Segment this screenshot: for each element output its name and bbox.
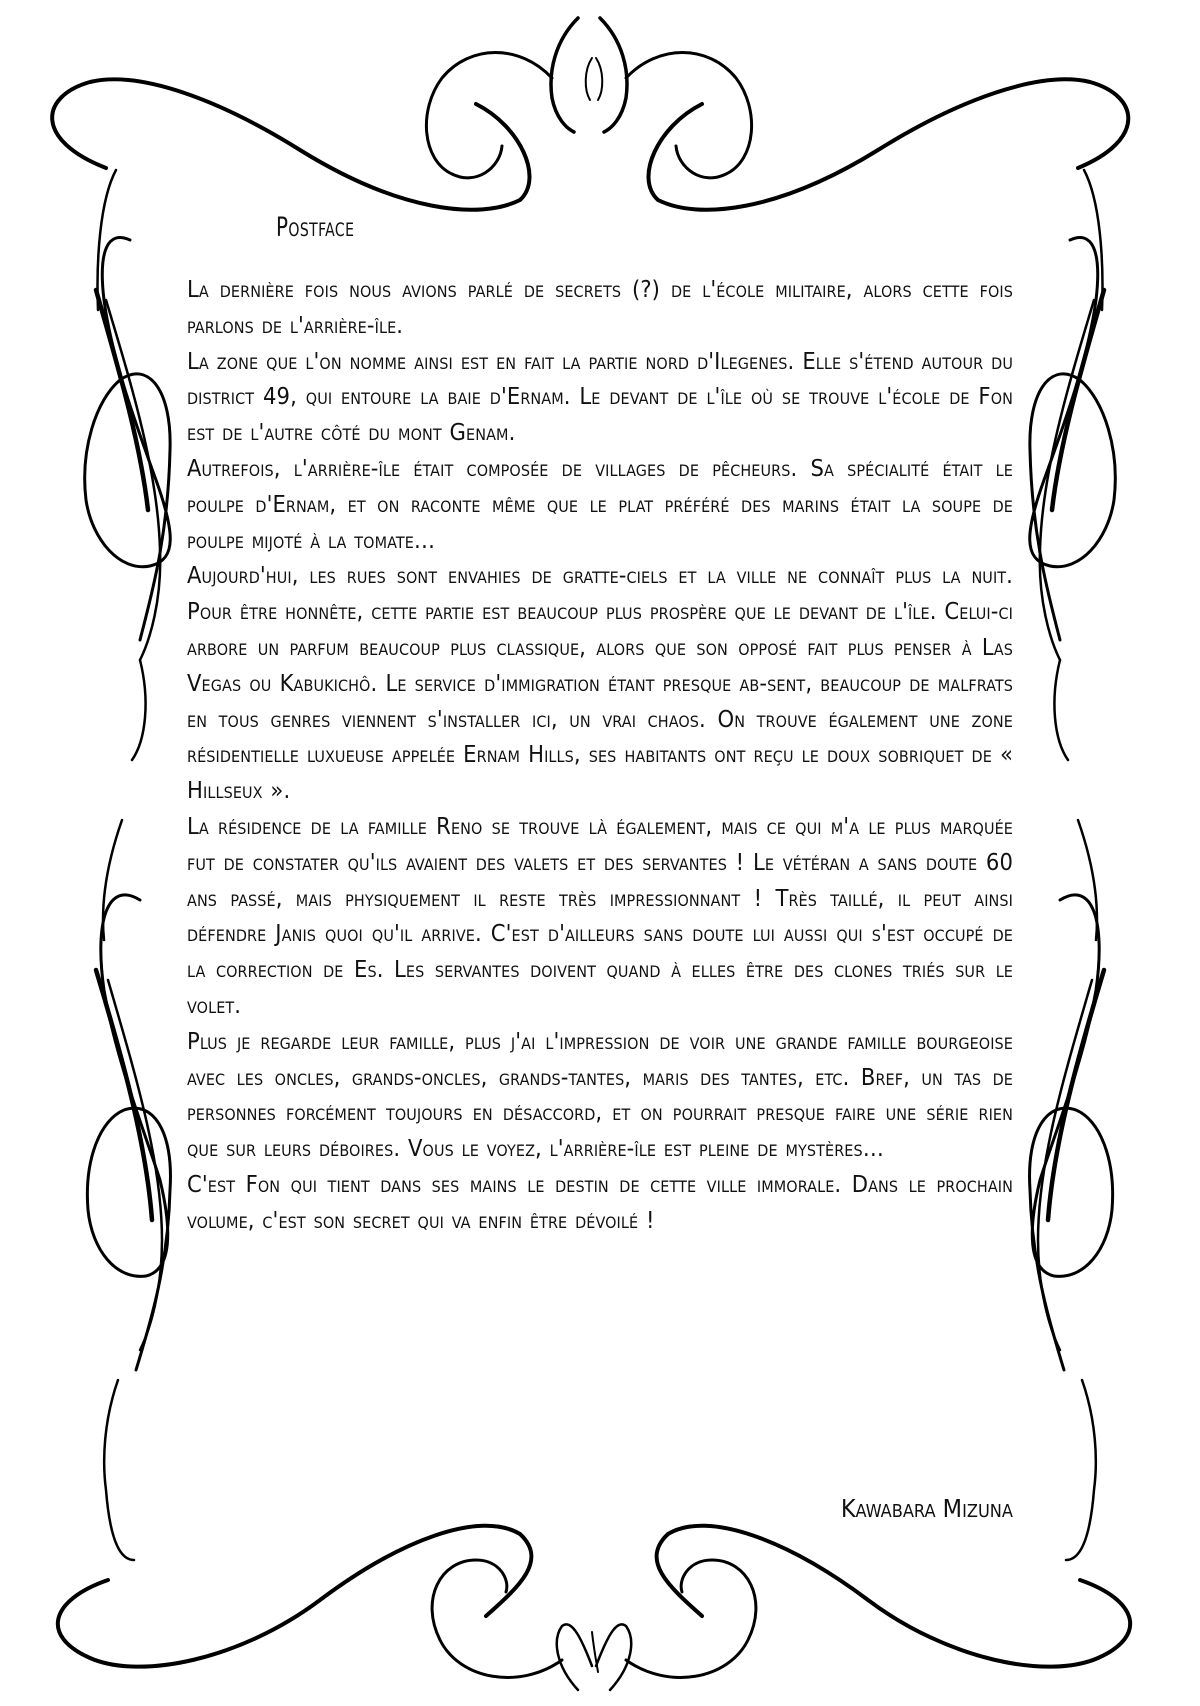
paragraph: La résidence de la famille Reno se trouve là également, mais ce qui m'a le plus marquée fut de constater qu'ils avaient des valets et des servantes ! Le vétéran a sans doute 60 ans passé, mais physiquement il reste très impressionnant ! Très taillé, il peut ainsi défendre Janis quoi qu'il arrive. C'est d'ailleurs sans doute lui aussi qui s'est occupé de la correction de Es. Les servantes doivent quand à elles être des clones triés sur le volet. (187, 811, 1013, 1019)
author-signature: Kawabara Mizuna (840, 1494, 1013, 1523)
paragraph: Plus je regarde leur famille, plus j'ai l'impression de voir une grande famille bourgeoise avec les oncles, grands-oncles, grands-tantes, maris des tantes, etc. Bref, un tas de personnes forcément toujours en désaccord, et on pourrait presque faire une série rien que sur leurs déboires. Vous le voyez, l'arrière-île est pleine de mystères… (187, 1026, 1013, 1163)
paragraph: Autrefois, l'arrière-île était composée de villages de pêcheurs. Sa spécialité était le poulpe d'Ernam, et on raconte même que le plat préféré des marins était la soupe de poulpe mijoté à la tomate… (187, 453, 1013, 554)
page-title: Postface (276, 212, 355, 243)
right-side-ornament (1030, 170, 1116, 1560)
paragraph: C'est Fon qui tient dans ses mains le destin de cette ville immorale. Dans le prochain volume, c'est son secret qui va enfin être dévoilé ! (187, 1169, 1013, 1234)
paragraph: La dernière fois nous avions parlé de secrets (?) de l'école militaire, alors cette fois parlons de l'arrière-île. (187, 275, 1013, 339)
bottom-crest-ornament (58, 1526, 1130, 1690)
paragraph: La zone que l'on nomme ainsi est en fait la partie nord d'Ilegenes. Elle s'étend autour du district 49, qui entoure la baie d'Ernam. Le devant de l'île où se trouve l'école de Fon est de l'autre côté du mont Genam. (187, 346, 1013, 447)
paragraph: Aujourd'hui, les rues sont envahies de gratte-ciels et la ville ne connaît plus la nuit. Pour être honnête, cette partie est beaucoup plus prospère que le devant de l'île. Celui-ci arbore un parfum beaucoup plus classique, alors que son opposé fait plus penser à Las Vegas ou Kabukichô. Le service d'immigration étant presque ab-sent, beaucoup de malfrats en tous genres viennent s'installer ici, un vrai chaos. On trouve également une zone résidentielle luxueuse appelée Ernam Hills, ses habitants ont reçu le doux sobriquet de « Hillseux ». (187, 561, 1013, 805)
left-side-ornament (85, 170, 171, 1560)
postface-body (187, 272, 1013, 1239)
top-crest-ornament (52, 18, 1128, 210)
